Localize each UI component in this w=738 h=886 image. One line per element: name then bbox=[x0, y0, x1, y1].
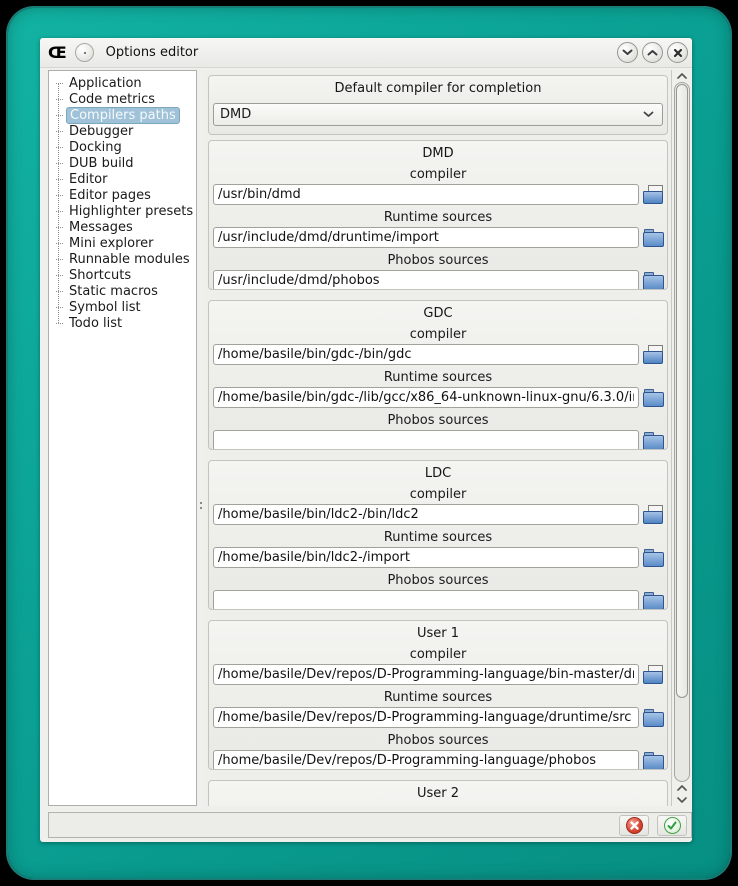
dmd-phobos-input[interactable] bbox=[213, 270, 639, 290]
tree-branch-icon bbox=[56, 179, 63, 180]
sidebar-item-highlighter-presets[interactable]: Highlighter presets bbox=[55, 203, 196, 219]
tree-branch-icon bbox=[56, 291, 63, 292]
tree-branch-icon bbox=[56, 163, 63, 164]
open-file-icon[interactable] bbox=[642, 665, 665, 684]
group-title: User 2 bbox=[416, 786, 460, 801]
field-label: Runtime sources bbox=[383, 210, 493, 225]
sidebar-item-shortcuts[interactable]: Shortcuts bbox=[55, 267, 196, 283]
tree-branch-icon bbox=[56, 131, 63, 132]
tree-branch-icon bbox=[56, 115, 63, 116]
chevron-down-icon bbox=[643, 111, 654, 118]
sidebar-item-mini-explorer[interactable]: Mini explorer bbox=[55, 235, 196, 251]
ldc-group bbox=[208, 460, 668, 610]
window-title: Options editor bbox=[105, 45, 199, 60]
tree-branch-icon bbox=[56, 275, 63, 276]
default-compiler-group bbox=[208, 75, 668, 135]
field-label: Phobos sources bbox=[387, 573, 489, 588]
open-file-icon[interactable] bbox=[642, 185, 665, 204]
accept-button[interactable] bbox=[657, 815, 687, 836]
field-label: compiler bbox=[409, 327, 467, 342]
scroll-down-button[interactable] bbox=[672, 794, 692, 806]
sidebar-item-debugger[interactable]: Debugger bbox=[55, 123, 196, 139]
gdc-runtime-input[interactable] bbox=[213, 387, 639, 408]
sidebar-item-application[interactable]: Application bbox=[55, 75, 196, 91]
field-label: Phobos sources bbox=[387, 413, 489, 428]
field-label: Runtime sources bbox=[383, 530, 493, 545]
tree-branch-icon bbox=[56, 211, 63, 212]
folder-icon[interactable] bbox=[642, 228, 665, 247]
open-file-icon[interactable] bbox=[642, 345, 665, 364]
titlebar-menu-button[interactable] bbox=[75, 43, 94, 62]
tree-branch-icon bbox=[56, 83, 63, 84]
sidebar-item-messages[interactable]: Messages bbox=[55, 219, 196, 235]
user2-group bbox=[208, 780, 668, 806]
field-label: compiler bbox=[409, 167, 467, 182]
dmd-group bbox=[208, 140, 668, 290]
user1-group bbox=[208, 620, 668, 770]
options-editor-window bbox=[40, 38, 692, 842]
coedit-logo-icon: Œ bbox=[48, 42, 67, 62]
field-label: compiler bbox=[409, 487, 467, 502]
titlebar[interactable] bbox=[40, 38, 692, 68]
ldc-runtime-input[interactable] bbox=[213, 547, 639, 568]
user1-phobos-input[interactable] bbox=[213, 750, 639, 770]
gdc-group bbox=[208, 300, 668, 450]
sidebar-item-editor-pages[interactable]: Editor pages bbox=[55, 187, 196, 203]
group-title: LDC bbox=[424, 466, 452, 481]
chevron-up-icon bbox=[677, 785, 687, 791]
compilers-paths-panel bbox=[205, 70, 672, 806]
sidebar-item-symbol-list[interactable]: Symbol list bbox=[55, 299, 196, 315]
sidebar-item-static-macros[interactable]: Static macros bbox=[55, 283, 196, 299]
folder-icon[interactable] bbox=[642, 431, 665, 450]
combo-value: DMD bbox=[220, 107, 252, 122]
folder-icon[interactable] bbox=[642, 388, 665, 407]
sidebar-splitter[interactable] bbox=[197, 70, 205, 806]
user1-compiler-input[interactable] bbox=[213, 664, 639, 685]
folder-icon[interactable] bbox=[642, 548, 665, 567]
field-label: Runtime sources bbox=[383, 690, 493, 705]
sidebar-item-docking[interactable]: Docking bbox=[55, 139, 196, 155]
tree-branch-icon bbox=[56, 147, 63, 148]
default-compiler-select[interactable] bbox=[213, 103, 663, 126]
sidebar-item-editor[interactable]: Editor bbox=[55, 171, 196, 187]
tree-branch-icon bbox=[56, 259, 63, 260]
field-label: compiler bbox=[409, 647, 467, 662]
field-label: Runtime sources bbox=[383, 370, 493, 385]
scroll-up-button[interactable] bbox=[672, 70, 692, 82]
tree-branch-icon bbox=[56, 99, 63, 100]
tree-branch-icon bbox=[56, 243, 63, 244]
open-file-icon[interactable] bbox=[642, 505, 665, 524]
sidebar-item-dub-build[interactable]: DUB build bbox=[55, 155, 196, 171]
group-title: User 1 bbox=[416, 626, 460, 641]
close-button[interactable] bbox=[667, 42, 688, 63]
dialog-button-bar bbox=[48, 812, 692, 838]
field-label: Phobos sources bbox=[387, 733, 489, 748]
shade-up-button[interactable] bbox=[642, 42, 663, 63]
folder-icon[interactable] bbox=[642, 751, 665, 770]
sidebar-item-todo-list[interactable]: Todo list bbox=[55, 315, 196, 331]
group-title: Default compiler for completion bbox=[334, 81, 542, 96]
folder-icon[interactable] bbox=[642, 708, 665, 727]
chevron-up-icon bbox=[647, 49, 658, 56]
vertical-scrollbar[interactable] bbox=[672, 70, 692, 806]
scrollbar-thumb[interactable] bbox=[676, 84, 688, 698]
ldc-phobos-input[interactable] bbox=[213, 590, 639, 610]
close-icon bbox=[673, 48, 683, 58]
accept-check-icon bbox=[664, 817, 681, 834]
sidebar-item-code-metrics[interactable]: Code metrics bbox=[55, 91, 196, 107]
scroll-up-button-bottom[interactable] bbox=[672, 782, 692, 794]
cancel-x-icon bbox=[626, 817, 643, 834]
field-label: Phobos sources bbox=[387, 253, 489, 268]
chevron-down-icon bbox=[677, 797, 687, 803]
ldc-compiler-input[interactable] bbox=[213, 504, 639, 525]
gdc-compiler-input[interactable] bbox=[213, 344, 639, 365]
folder-icon[interactable] bbox=[642, 271, 665, 290]
group-title: GDC bbox=[423, 306, 453, 321]
cancel-button[interactable] bbox=[619, 815, 649, 836]
scrollbar-track[interactable] bbox=[674, 82, 690, 782]
tree-branch-icon bbox=[56, 307, 63, 308]
chevron-down-icon bbox=[622, 49, 633, 56]
categories-panel bbox=[48, 70, 197, 806]
shade-down-button[interactable] bbox=[617, 42, 638, 63]
dialog-content bbox=[40, 68, 692, 808]
categories-tree bbox=[49, 71, 196, 331]
sidebar-item-runnable-modules[interactable]: Runnable modules bbox=[55, 251, 196, 267]
window-frame bbox=[8, 8, 730, 878]
folder-icon[interactable] bbox=[642, 591, 665, 610]
dmd-compiler-input[interactable] bbox=[213, 184, 639, 205]
tree-branch-icon bbox=[56, 195, 63, 196]
user1-runtime-input[interactable] bbox=[213, 707, 639, 728]
chevron-up-icon bbox=[677, 73, 687, 79]
gdc-phobos-input[interactable] bbox=[213, 430, 639, 450]
dmd-runtime-input[interactable] bbox=[213, 227, 639, 248]
tree-branch-icon bbox=[56, 227, 63, 228]
tree-branch-icon bbox=[56, 323, 63, 324]
group-title: DMD bbox=[422, 146, 454, 161]
sidebar-item-compilers-paths[interactable]: Compilers paths bbox=[55, 107, 196, 123]
